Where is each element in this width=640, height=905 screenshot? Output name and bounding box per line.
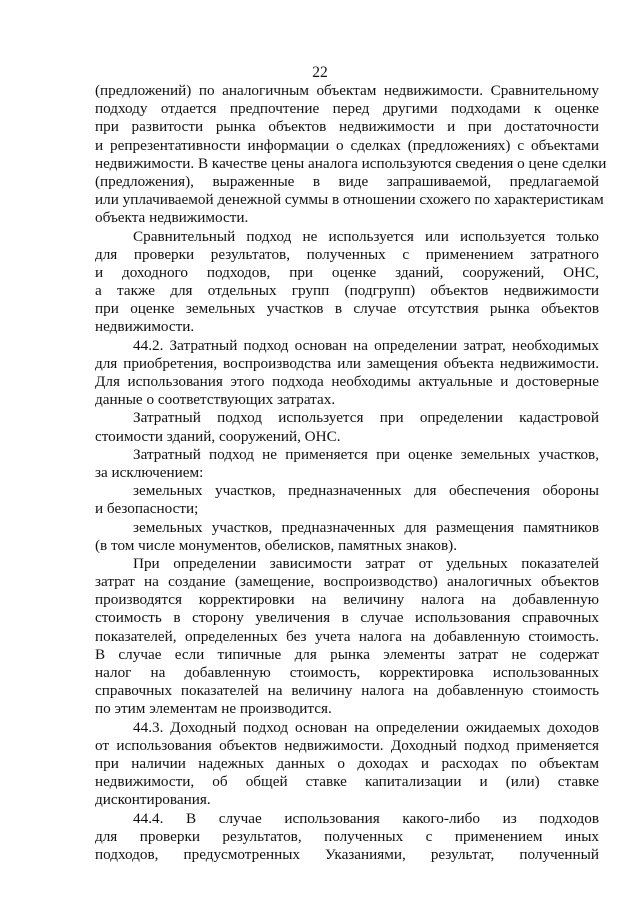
paragraph-income-approach	[95, 719, 599, 810]
text-line: а также для отдельных групп (подгрупп) объектов недвижимости	[95, 282, 599, 300]
text-line: при оценке земельных участков в случае отсутствия рынка объектов	[95, 300, 599, 318]
paragraph-cost-exclusion	[95, 446, 599, 482]
text-line: за исключением:	[95, 463, 204, 481]
text-line: 44.3. Доходный подход основан на определении ожидаемых доходов	[133, 718, 599, 736]
paragraph-defense-land	[95, 482, 599, 518]
page-content	[95, 82, 607, 864]
text-line: земельных участков, предназначенных для обеспечения обороны	[133, 482, 599, 500]
text-line: земельных участков, предназначенных для размещения памятников	[133, 518, 599, 536]
text-line: объекта недвижимости.	[95, 209, 249, 227]
text-line: для проверки результатов, полученных с применением затратного	[95, 245, 599, 263]
text-line: подходу отдается предпочтение перед другими подходами к оценке	[95, 100, 599, 118]
paragraph-comparative-usage	[95, 228, 599, 337]
text-line: Затратный подход не применяется при оценке земельных участков,	[133, 445, 599, 463]
text-line: недвижимости.	[95, 318, 195, 336]
text-line: недвижимости. В качестве цены аналога используются сведения о цене сделки	[95, 154, 607, 172]
text-line: В случае если типичные для рынка элементы затрат не содержат	[95, 645, 599, 663]
text-line: и доходного подходов, при оценке зданий, сооружений, ОНС,	[95, 263, 599, 281]
page-number: 22	[312, 64, 328, 81]
text-line: (предложений) по аналогичным объектам недвижимости. Сравнительному	[95, 82, 599, 99]
paragraph-cost-approach	[95, 337, 599, 410]
text-line: налог на добавленную стоимость, корректировка использованных	[95, 664, 599, 681]
text-line: при наличии надежных данных о доходах и расходах по объектам	[95, 754, 599, 772]
text-line: для проверки результатов, полученных с применением иных	[95, 827, 599, 845]
text-line: и репрезентативности информации о сделках (предложениях) с объектами	[95, 136, 599, 154]
text-line: или уплачиваемой денежной суммы в отношении схожего по характеристикам	[95, 191, 604, 209]
text-line: недвижимости, об общей ставке капитализации и (или) ставке	[95, 773, 599, 791]
text-line: для приобретения, воспроизводства или замещения объекта недвижимости.	[95, 354, 599, 372]
paragraph-verification	[95, 810, 599, 865]
text-line: Затратный подход используется при определении кадастровой	[133, 409, 599, 427]
text-line: от использования объектов недвижимости. Доходный подход применяется	[95, 736, 599, 754]
paragraph-cost-usage	[95, 409, 599, 445]
text-line: (предложения), выраженные в виде запрашиваемой, предлагаемой	[95, 172, 599, 190]
text-line: 44.2. Затратный подход основан на определении затрат, необходимых	[133, 336, 599, 354]
text-line: справочных показателей на величину налога на добавленную стоимость	[95, 682, 599, 700]
text-line: Для использования этого подхода необходимы актуальные и достоверные	[95, 373, 599, 390]
text-line: подходов, предусмотренных Указаниями, результат, полученный	[95, 845, 599, 863]
paragraph-monument-land	[95, 519, 599, 555]
text-line: 44.4. В случае использования какого-либо из подходов	[133, 809, 599, 827]
paragraph-vat-adjustment	[95, 555, 599, 719]
text-line: При определении зависимости затрат от удельных показателей	[133, 554, 599, 572]
text-line: производятся корректировки на величину налога на добавленную	[95, 591, 599, 609]
text-line: стоимости зданий, сооружений, ОНС.	[95, 427, 341, 445]
text-line: (в том числе монументов, обелисков, памятных знаков).	[95, 536, 457, 554]
text-line: стоимость в сторону увеличения в случае использования справочных	[95, 609, 599, 627]
text-line: затрат на создание (замещение, воспроизводство) аналогичных объектов	[95, 573, 599, 591]
text-line: и безопасности;	[95, 500, 199, 518]
text-line: показателей, определенных без учета налога на добавленную стоимость.	[95, 627, 599, 645]
text-line: Сравнительный подход не используется или используется только	[133, 227, 599, 245]
text-line: при развитости рынка объектов недвижимости и при достаточности	[95, 118, 599, 136]
text-line: данные о соответствующих затратах.	[95, 391, 336, 409]
paragraph-comparative-continuation	[95, 82, 607, 228]
text-line: по этим элементам не производится.	[95, 700, 332, 718]
text-line: дисконтирования.	[95, 791, 211, 809]
